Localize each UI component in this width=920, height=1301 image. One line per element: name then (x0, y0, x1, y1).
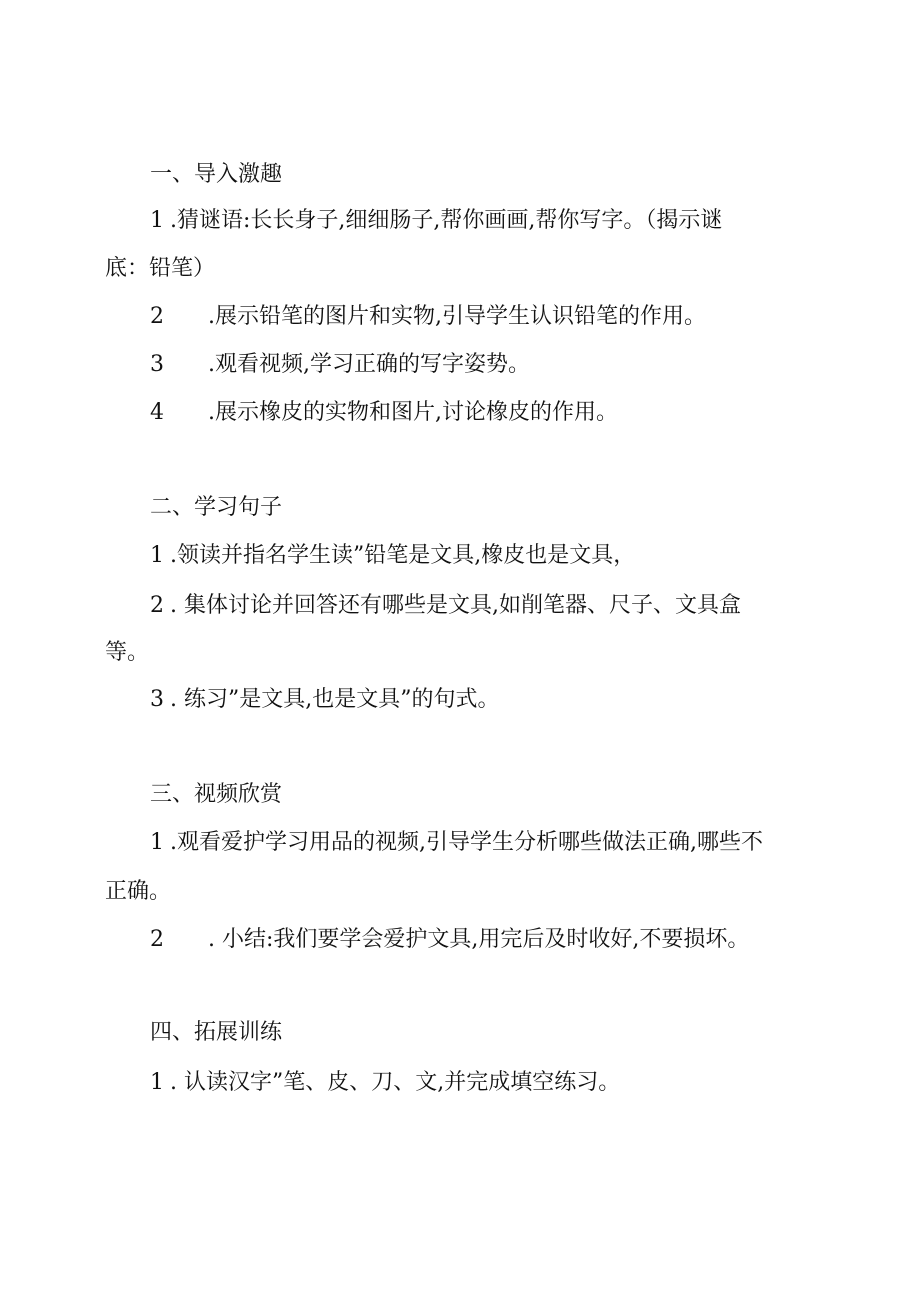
list-item (150, 828, 763, 858)
item-continuation: 正确。 (105, 879, 172, 904)
list-item (150, 685, 499, 715)
item-text: .领读并指名学生读”铅笔是文具,橡皮也是文具， (170, 543, 636, 568)
item-text: .观看视频,学习正确的写字姿势。 (208, 352, 530, 377)
list-item (150, 1068, 620, 1098)
item-text: .展示橡皮的实物和图片,讨论橡皮的作用。 (208, 400, 618, 425)
item-number: 1 (150, 830, 164, 855)
item-continuation: 等。 (105, 640, 150, 665)
list-item (150, 398, 618, 428)
item-number: 3 (150, 352, 164, 377)
section-heading-4: 四、拓展训练 (150, 1020, 283, 1045)
item-text: . 认读汉字”笔、皮、刀、文,并完成填空练习。 (170, 1070, 621, 1095)
item-text: . 小结:我们要学会爱护文具,用完后及时收好,不要损坏。 (208, 927, 750, 952)
section-heading-3: 三、视频欣赏 (150, 782, 283, 807)
item-number: 2 (150, 304, 164, 329)
item-text: . 集体讨论并回答还有哪些是文具,如削笔器、尺子、文具盒 (170, 593, 741, 618)
list-item (150, 302, 706, 332)
item-number: 1 (150, 208, 164, 233)
list-item (150, 925, 749, 955)
section-heading-2: 二、学习句子 (150, 495, 283, 520)
item-text: .展示铅笔的图片和实物,引导学生认识铅笔的作用。 (208, 304, 706, 329)
item-number: 4 (150, 400, 164, 425)
list-item (150, 541, 635, 571)
item-text: .猜谜语:长长身子,细细肠子,帮你画画,帮你写字。（揭示谜 (170, 208, 723, 233)
item-continuation: 底：铅笔） (105, 256, 216, 281)
item-number: 2 (150, 593, 164, 618)
list-item (150, 206, 722, 236)
item-number: 2 (150, 927, 164, 952)
item-number: 3 (150, 687, 164, 712)
list-item (150, 591, 741, 621)
item-text: .观看爱护学习用品的视频,引导学生分析哪些做法正确,哪些不 (170, 830, 763, 855)
item-number: 1 (150, 1070, 164, 1095)
list-item (150, 350, 530, 380)
section-heading-1: 一、导入激趣 (150, 162, 283, 187)
item-text: . 练习”是文具,也是文具”的句式。 (170, 687, 500, 712)
item-number: 1 (150, 543, 164, 568)
